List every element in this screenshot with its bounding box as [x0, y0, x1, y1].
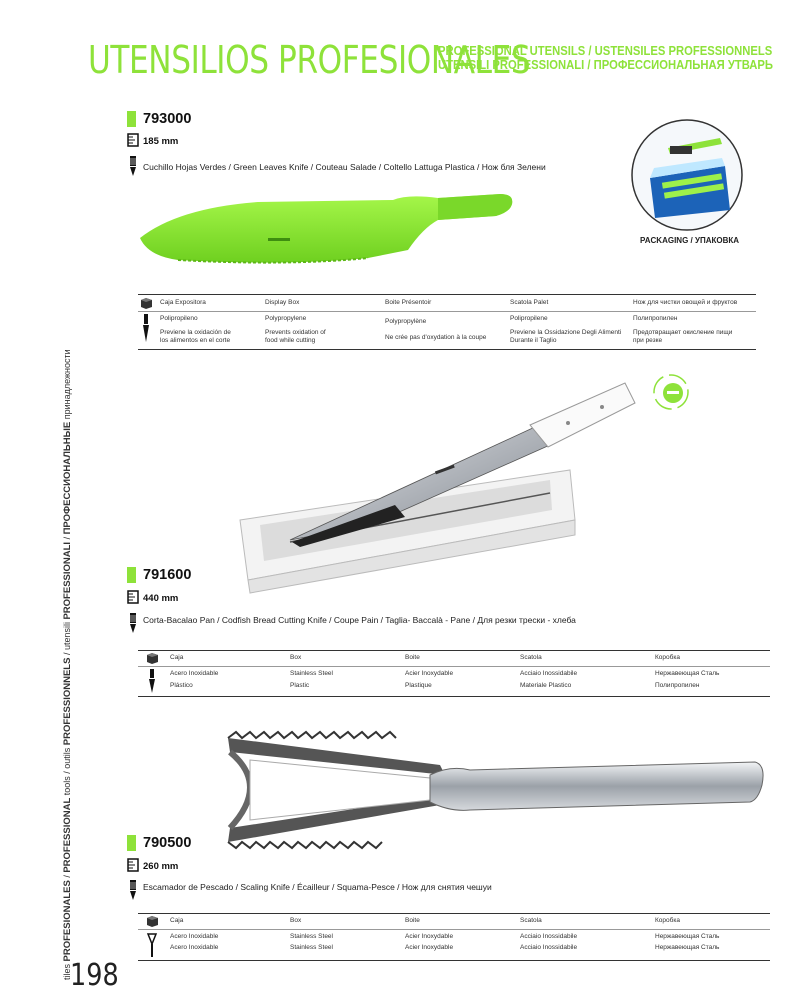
product-size: 260 mm [143, 861, 179, 872]
table-cell: Нержавеющая Сталь [655, 670, 720, 677]
table-cell: Acier Inoxydable [405, 944, 454, 951]
table-cell: Polipropilene [510, 315, 548, 322]
table-cell: Ne crée pas d'oxydation à la coupe [385, 334, 487, 341]
side-vertical-text: tiles PROFESIONALES / PROFESSIONAL tools / outils PROFESSIONNELS / utensili PROFESSIONALI / ПРОФЕССИОНАЛЬНЫЕ принадлежности [62, 349, 73, 980]
product-code: 793000 [143, 111, 192, 127]
table-cell: Plastic [290, 682, 310, 689]
table-cell: food while cutting [265, 337, 316, 344]
table-cell: Materiale Plastico [520, 682, 572, 689]
table-cell: Stainless Steel [290, 933, 333, 940]
table-cell: Boite [405, 917, 420, 924]
table-cell: при резке [633, 337, 663, 344]
table-cell: Acero Inoxidable [170, 670, 219, 677]
subtitle-line-1: PROFESSIONAL UTENSILS / USTENSILES PROFESSIONNELS [438, 44, 773, 58]
table-cell: Acciaio Inossidabile [520, 670, 578, 677]
table-cell: Нержавеющая Сталь [655, 933, 720, 940]
table-cell: Acciaio Inossidabile [520, 933, 578, 940]
table-cell: Acero Inoxidable [170, 933, 219, 940]
table-cell: Durante il Taglio [510, 337, 557, 344]
product-description: Escamador de Pescado / Scaling Knife / Écailleur / Squama-Pesce / Нож для снятия чешуи [143, 882, 492, 892]
page-number: 198 [70, 958, 119, 993]
table-cell: Previene la oxidación de [160, 329, 231, 336]
table-cell: Коробка [655, 654, 680, 661]
table-cell: Box [290, 654, 302, 661]
table-cell: Box [290, 917, 302, 924]
table-cell: Polypropylene [265, 315, 307, 322]
table-cell: Scatola [520, 917, 542, 924]
page-title: UTENSILIOS PROFESIONALES [88, 38, 531, 82]
subtitle-line-2: UTENSILI PROFESSIONALI / ПРОФЕССИОНАЛЬНАЯ УТВАРЬ [438, 58, 773, 72]
table-cell: Полипропилен [633, 315, 678, 322]
table-cell: Boite [405, 654, 420, 661]
table-cell: Caja Expositora [160, 299, 206, 306]
table-cell: Scatola [520, 654, 542, 661]
table-cell: Previene la Ossidazione Degli Alimenti [510, 329, 622, 336]
product-size: 185 mm [143, 136, 179, 147]
table-cell: Caja [170, 917, 184, 924]
table-cell: Polypropylène [385, 318, 427, 325]
product-size: 440 mm [143, 593, 179, 604]
table-cell: Stainless Steel [290, 670, 333, 677]
table-cell: Caja [170, 654, 184, 661]
table-cell: los alimentos en el corte [160, 337, 231, 344]
table-cell: Коробка [655, 917, 680, 924]
table-cell: Polipropileno [160, 315, 198, 322]
table-cell: Acier Inoxydable [405, 933, 454, 940]
table-cell: Полипропилен [655, 682, 700, 689]
table-cell: Нож для чистки овощей и фруктов [633, 299, 738, 306]
table-cell: Boite Présentoir [385, 299, 432, 306]
table-cell: Plastique [405, 682, 432, 689]
table-cell: Acero Inoxidable [170, 944, 219, 951]
table-cell: Stainless Steel [290, 944, 333, 951]
product-description: Corta-Bacalao Pan / Codfish Bread Cutting Knife / Coupe Pain / Taglia- Baccalà - Pane / Для резки трески - хлеба [143, 615, 576, 625]
table-cell: Нержавеющая Сталь [655, 944, 720, 951]
table-cell: Acier Inoxydable [405, 670, 454, 677]
product-description: Cuchillo Hojas Verdes / Green Leaves Knife / Couteau Salade / Coltello Lattuga Plastica / Нож бля Зелени [143, 162, 546, 172]
table-cell: Предотвращает окисление пищи [633, 329, 733, 336]
table-cell: Prevents oxidation of [265, 329, 326, 336]
product-code: 791600 [143, 567, 192, 583]
table-cell: Plástico [170, 682, 193, 689]
product-code: 790500 [143, 835, 192, 851]
table-cell: Scatola Palet [510, 299, 549, 306]
table-cell: Acciaio Inossidabile [520, 944, 578, 951]
packaging-label: PACKAGING / УПАКОВКА [640, 236, 740, 245]
table-cell: Display Box [265, 299, 300, 306]
